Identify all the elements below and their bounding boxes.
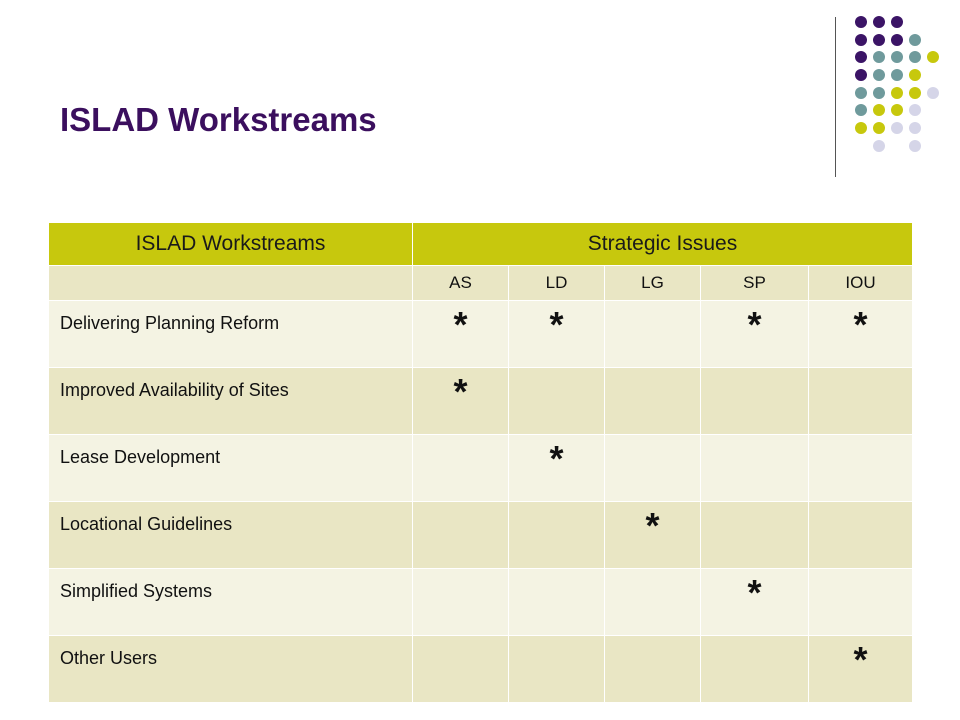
mark-cell bbox=[413, 435, 509, 502]
mark-cell: * bbox=[809, 301, 913, 368]
header-strategic-issues: Strategic Issues bbox=[413, 223, 913, 266]
decorative-vertical-line bbox=[835, 17, 836, 177]
mark-cell: * bbox=[605, 502, 701, 569]
mark-cell bbox=[413, 636, 509, 703]
mark-cell: * bbox=[701, 301, 809, 368]
table-row bbox=[49, 636, 913, 703]
column-header-row bbox=[49, 266, 913, 301]
row-label: Simplified Systems bbox=[49, 569, 413, 636]
mark-cell bbox=[809, 569, 913, 636]
column-header-sp: SP bbox=[701, 266, 809, 301]
mark-cell: * bbox=[413, 368, 509, 435]
mark-cell bbox=[605, 636, 701, 703]
table-row bbox=[49, 368, 913, 435]
table-row bbox=[49, 502, 913, 569]
column-header-as: AS bbox=[413, 266, 509, 301]
mark-cell bbox=[701, 368, 809, 435]
decorative-dot-grid bbox=[0, 0, 960, 200]
slide-title: ISLAD Workstreams bbox=[60, 101, 377, 138]
column-header-empty bbox=[49, 266, 413, 301]
mark-cell bbox=[509, 636, 605, 703]
mark-cell bbox=[701, 636, 809, 703]
row-label: Locational Guidelines bbox=[49, 502, 413, 569]
row-label: Delivering Planning Reform bbox=[49, 301, 413, 368]
column-header-iou: IOU bbox=[809, 266, 913, 301]
mark-cell bbox=[509, 368, 605, 435]
mark-cell bbox=[605, 301, 701, 368]
workstreams-table bbox=[48, 222, 913, 703]
mark-cell bbox=[509, 502, 605, 569]
mark-cell bbox=[413, 569, 509, 636]
mark-cell bbox=[809, 502, 913, 569]
row-label: Other Users bbox=[49, 636, 413, 703]
row-label: Improved Availability of Sites bbox=[49, 368, 413, 435]
mark-cell bbox=[701, 435, 809, 502]
mark-cell bbox=[413, 502, 509, 569]
mark-cell bbox=[605, 368, 701, 435]
table-row bbox=[49, 435, 913, 502]
mark-cell bbox=[605, 569, 701, 636]
table-header-row bbox=[49, 223, 913, 266]
mark-cell: * bbox=[701, 569, 809, 636]
table-row bbox=[49, 569, 913, 636]
mark-cell bbox=[605, 435, 701, 502]
mark-cell bbox=[809, 435, 913, 502]
mark-cell bbox=[809, 368, 913, 435]
mark-cell bbox=[509, 569, 605, 636]
mark-cell: * bbox=[509, 301, 605, 368]
column-header-ld: LD bbox=[509, 266, 605, 301]
mark-cell: * bbox=[809, 636, 913, 703]
column-header-lg: LG bbox=[605, 266, 701, 301]
mark-cell bbox=[701, 502, 809, 569]
mark-cell: * bbox=[413, 301, 509, 368]
row-label: Lease Development bbox=[49, 435, 413, 502]
mark-cell: * bbox=[509, 435, 605, 502]
header-workstreams: ISLAD Workstreams bbox=[49, 223, 413, 266]
table-row bbox=[49, 301, 913, 368]
